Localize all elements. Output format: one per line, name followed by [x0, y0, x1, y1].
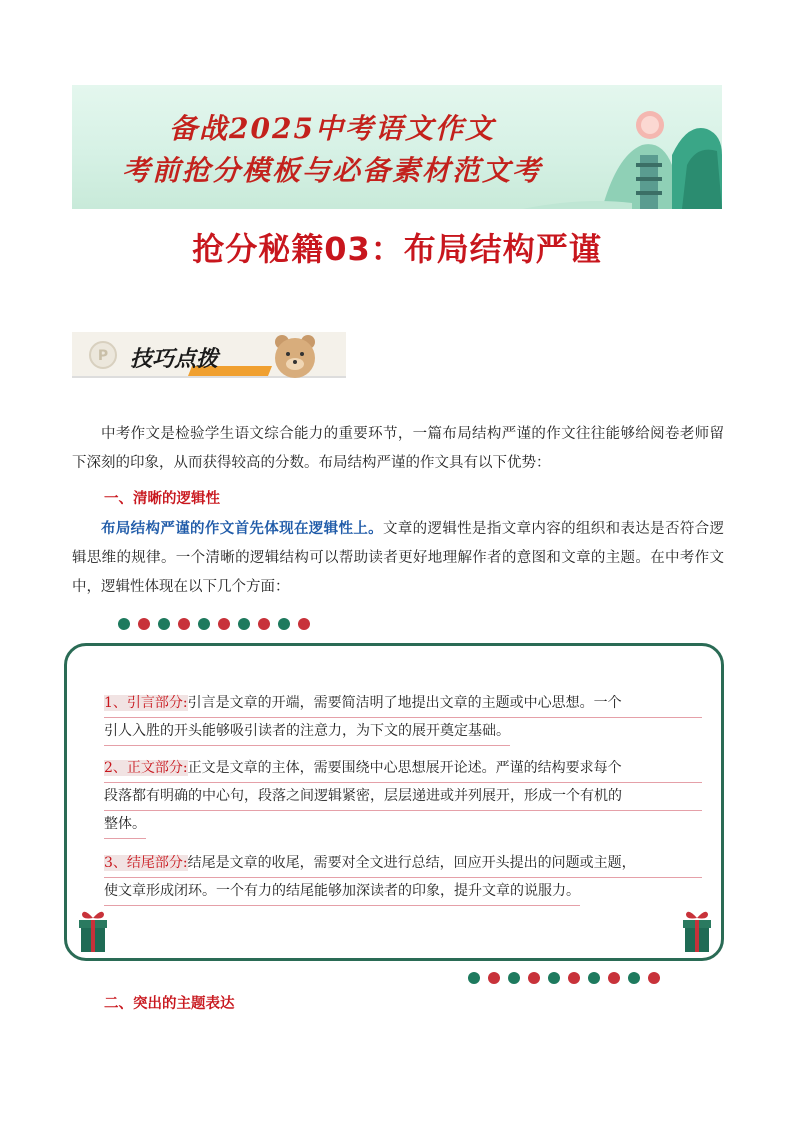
- intro-paragraph: 中考作文是检验学生语文综合能力的重要环节，一篇布局结构严谨的作文往往能够给阅卷老师留下深刻的印象，从而获得较高的分数。布局结构严谨的作文具有以下优势：: [72, 426, 724, 471]
- dot: [528, 972, 540, 984]
- dot: [258, 618, 270, 630]
- gift-box-icon: [680, 906, 714, 954]
- point-text: 引人入胜的开头能够吸引读者的注意力，为下文的展开奠定基础。: [104, 723, 510, 739]
- point-label: 3、结尾部分:: [104, 855, 188, 871]
- section-heading-theme: 二、突出的主题表达: [104, 995, 235, 1012]
- point-text: 正文是文章的主体，需要围绕中心思想展开论述。严谨的结构要求每个: [187, 760, 622, 776]
- banner-title-line-2: 考前抢分模板与必备素材范文考: [121, 154, 542, 187]
- tip-label: 技巧点拨: [130, 347, 219, 372]
- dot: [628, 972, 640, 984]
- bear-icon: [272, 332, 318, 380]
- header-banner: [72, 85, 722, 209]
- dot: [218, 618, 230, 630]
- point-body: [104, 755, 702, 839]
- dot: [238, 618, 250, 630]
- decorative-dots-top: [118, 618, 310, 630]
- point-text: 整体。: [104, 816, 146, 832]
- p-coin-icon: [88, 340, 118, 370]
- tip-section-badge: [72, 330, 346, 380]
- dot: [648, 972, 660, 984]
- section-logic-body: 文章的逻辑性是指文章内容的组织和表达是否符合逻辑思维的规律。一个清晰的逻辑结构可以帮助读者更好地理解作者的意图和文章的主题。在中考作文中，逻辑性体现在以下几个方面：: [72, 521, 725, 595]
- dot: [508, 972, 520, 984]
- pagoda-landscape-illustration: [522, 85, 722, 209]
- dot: [138, 618, 150, 630]
- dot: [278, 618, 290, 630]
- point-label: 1、引言部分:: [104, 695, 188, 711]
- dot: [468, 972, 480, 984]
- svg-text:P: P: [97, 348, 109, 364]
- dot: [298, 618, 310, 630]
- section-logic-paragraph: [72, 514, 724, 602]
- page-title: 抢分秘籍03：布局结构严谨: [192, 230, 602, 268]
- dot: [608, 972, 620, 984]
- point-intro: [104, 690, 702, 746]
- highlight-sentence: 布局结构严谨的作文首先体现在逻辑性上。: [101, 520, 383, 537]
- gift-box-icon: [76, 906, 110, 954]
- dot: [588, 972, 600, 984]
- dot: [178, 618, 190, 630]
- point-text: 段落都有明确的中心句，段落之间逻辑紧密，层层递进或并列展开，形成一个有机的: [104, 788, 622, 804]
- point-text: 引言是文章的开端，需要简洁明了地提出文章的主题或中心思想。一个: [187, 695, 622, 711]
- point-text: 结尾是文章的收尾，需要对全文进行总结，回应开头提出的问题或主题，: [187, 855, 636, 871]
- dot: [118, 618, 130, 630]
- dot: [548, 972, 560, 984]
- point-label: 2、正文部分:: [104, 760, 188, 776]
- dot: [158, 618, 170, 630]
- decorative-dots-bottom: [468, 972, 660, 984]
- dot: [568, 972, 580, 984]
- banner-title-line-1: 备战2025中考语文作文: [169, 112, 495, 145]
- section-heading-logic: 一、清晰的逻辑性: [104, 490, 220, 507]
- dot: [488, 972, 500, 984]
- point-text: 使文章形成闭环。一个有力的结尾能够加深读者的印象，提升文章的说服力。: [104, 883, 580, 899]
- dot: [198, 618, 210, 630]
- point-conclusion: [104, 850, 702, 906]
